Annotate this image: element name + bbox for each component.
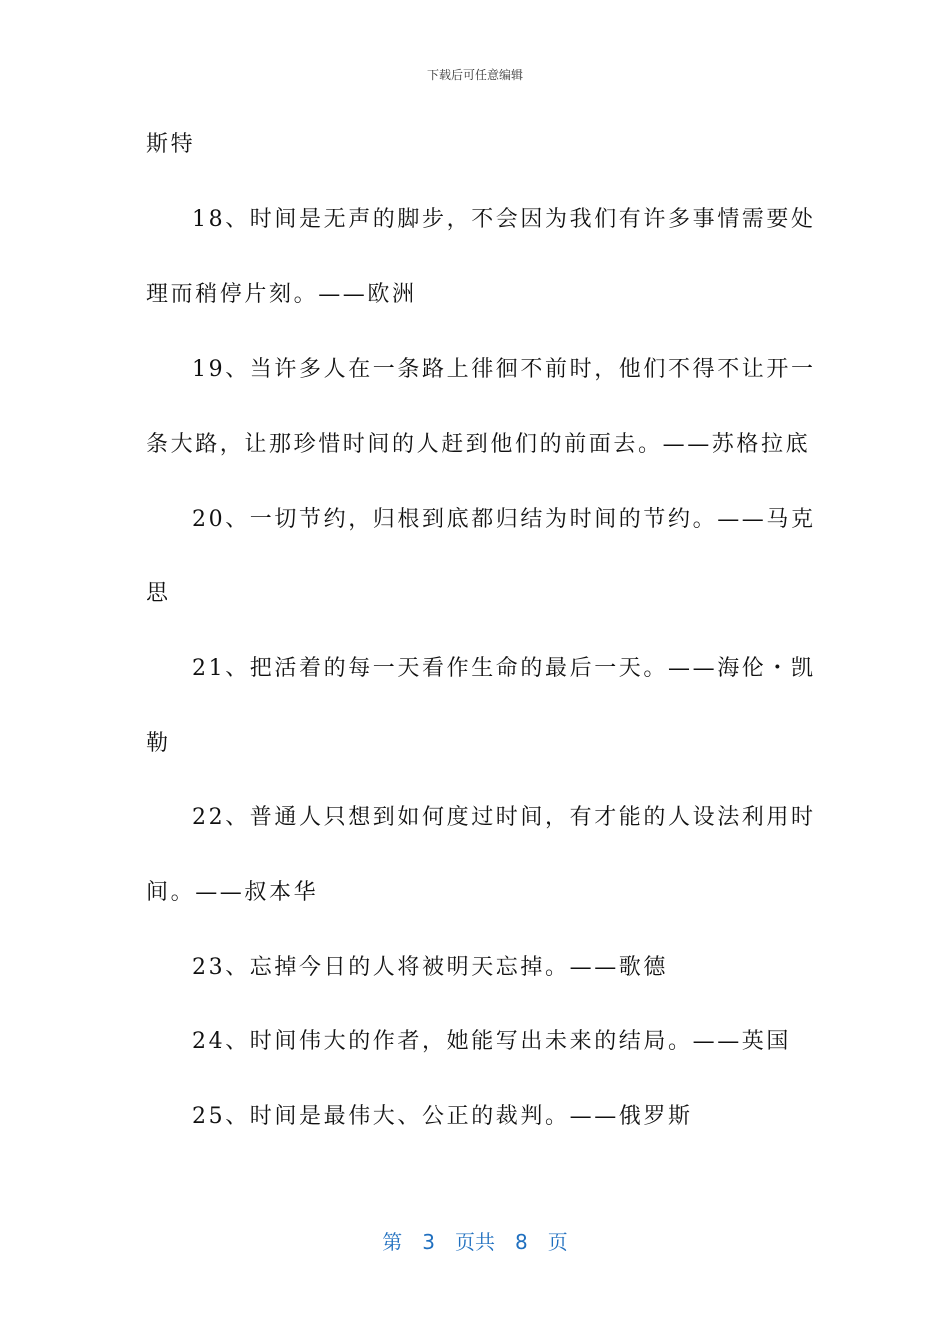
footer-current-page: 3 (422, 1230, 435, 1254)
quote-18-line-1: 18、时间是无声的脚步，不会因为我们有许多事情需要处 (192, 207, 816, 232)
quote-24: 24、时间伟大的作者，她能写出未来的结局。——英国 (192, 1029, 791, 1054)
footer-prefix: 第 (382, 1230, 403, 1254)
quote-23: 23、忘掉今日的人将被明天忘掉。——歌德 (192, 955, 668, 980)
header-note: 下载后可任意编辑 (426, 68, 523, 82)
quote-21-line-1: 21、把活着的每一天看作生命的最后一天。——海伦・凯 (192, 656, 816, 681)
quote-20-line-1: 20、一切节约，归根到底都归结为时间的节约。——马克 (192, 507, 816, 532)
page-footer (0, 1226, 950, 1255)
quote-22-line-2: 间。——叔本华 (146, 880, 319, 905)
quote-20-line-2: 思 (146, 581, 171, 606)
quote-19-line-1: 19、当许多人在一条路上徘徊不前时，他们不得不让开一 (192, 357, 816, 382)
quote-21-line-2: 勒 (146, 731, 171, 756)
footer-middle: 页共 (455, 1230, 495, 1254)
footer-suffix: 页 (547, 1230, 568, 1254)
quote-25: 25、时间是最伟大、公正的裁判。——俄罗斯 (192, 1104, 693, 1129)
quote-18-line-2: 理而稍停片刻。——欧洲 (146, 282, 417, 307)
footer-total-pages: 8 (515, 1230, 528, 1254)
quote-22-line-1: 22、普通人只想到如何度过时间，有才能的人设法利用时 (192, 805, 816, 830)
text-line: 斯特 (146, 132, 196, 157)
quote-19-line-2: 条大路，让那珍惜时间的人赶到他们的前面去。——苏格拉底 (146, 432, 811, 457)
